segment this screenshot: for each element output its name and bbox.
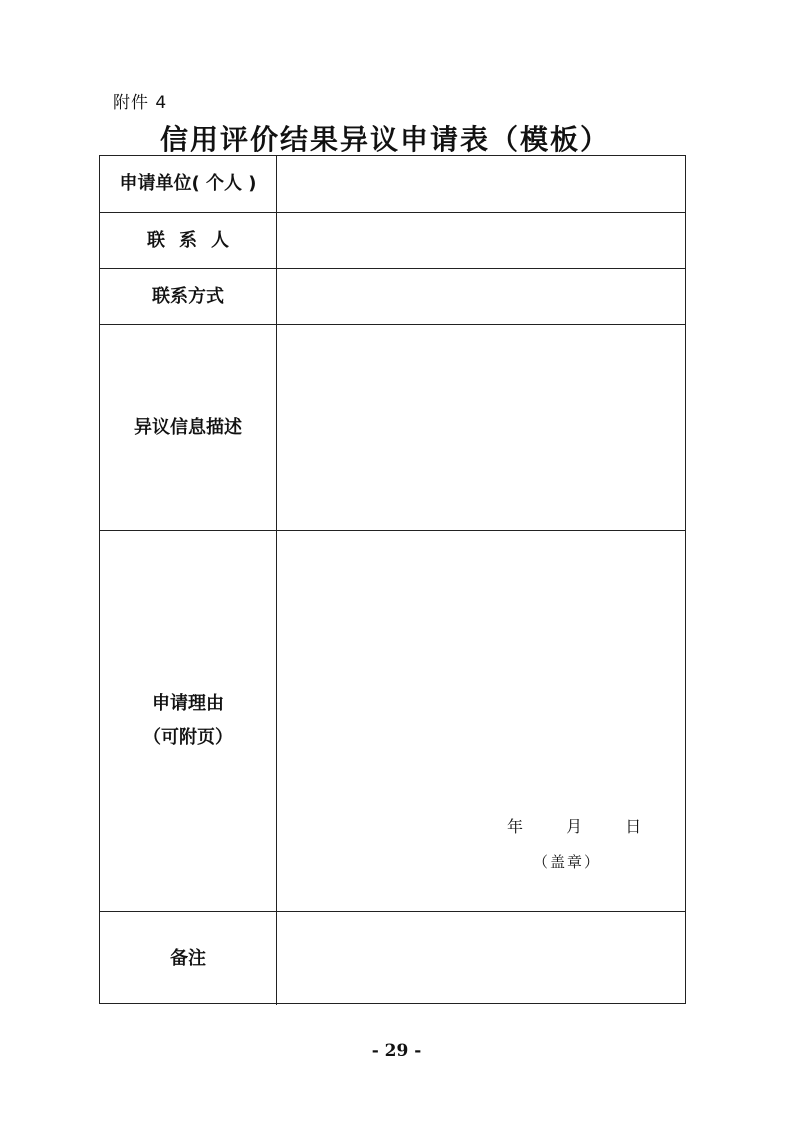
- application-reason-sublabel: （可附页）: [143, 727, 233, 748]
- page-title: 信用评价结果异议申请表（模板）: [160, 123, 611, 156]
- application-reason-field[interactable]: [277, 531, 685, 911]
- contact-method-field[interactable]: [277, 269, 685, 324]
- applicant-field[interactable]: [277, 156, 685, 212]
- contact-person-field[interactable]: [277, 213, 685, 268]
- application-reason-label-cell: [100, 531, 277, 911]
- row-application-reason: [100, 531, 685, 912]
- row-objection-description: [100, 325, 685, 531]
- day-label: 日: [625, 817, 642, 836]
- applicant-label: 申请单位( 个人 ): [100, 156, 277, 212]
- month-label: 月: [566, 817, 583, 836]
- row-contact-person: [100, 213, 685, 269]
- row-contact-method: [100, 269, 685, 325]
- objection-description-field[interactable]: [277, 325, 685, 530]
- row-applicant: [100, 156, 685, 213]
- contact-person-label: 联系人: [100, 213, 277, 268]
- year-label: 年: [507, 817, 524, 836]
- page-number: - 29 -: [371, 1041, 422, 1061]
- contact-method-label: 联系方式: [100, 269, 277, 324]
- seal-label: （盖章）: [533, 853, 602, 871]
- remarks-field[interactable]: [277, 912, 685, 1005]
- remarks-label: 备注: [100, 912, 277, 1005]
- application-reason-label: 申请理由: [152, 693, 224, 714]
- date-line: [507, 814, 641, 837]
- attachment-label: 附件 4: [113, 93, 168, 113]
- objection-description-label: 异议信息描述: [100, 325, 277, 530]
- application-form-table: [99, 155, 686, 1004]
- row-remarks: [100, 912, 685, 1005]
